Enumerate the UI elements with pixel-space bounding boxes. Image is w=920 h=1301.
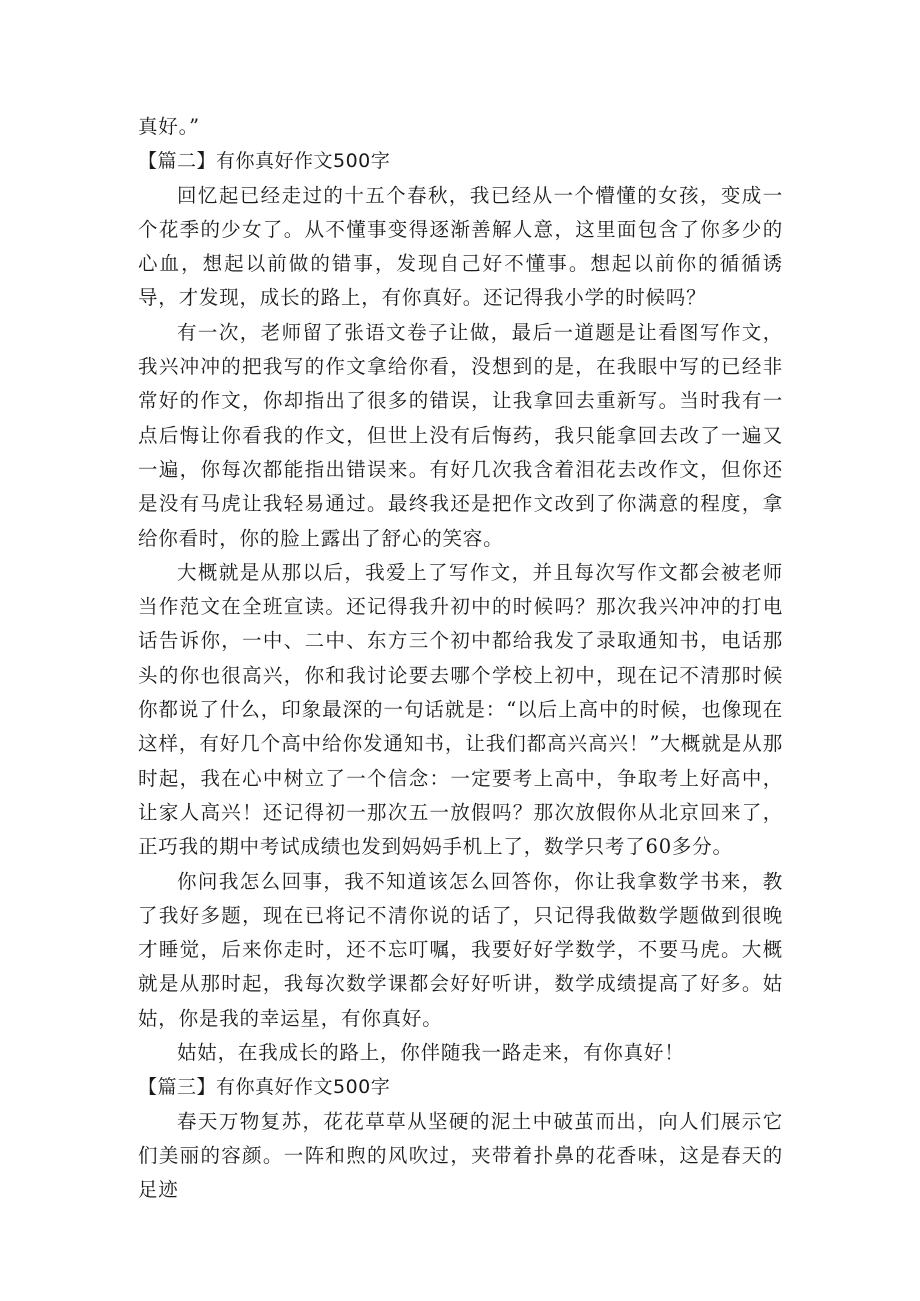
section-3-heading: 【篇三】有你真好作文500字	[138, 1076, 391, 1099]
section-2-paragraph-3: 大概就是从那以后，我爱上了写作文，并且每次写作文都会被老师当作范文在全班宣读。还记得我升初中的时候吗？那次我兴冲冲的打电话告诉你，一中、二中、东方三个初中都给我发了录取通知书，电话那头的你也很高兴，你和我讨论要去哪个学校上初中，现在记不清那时候你都说了什么，印象最深的一句话就是：“以后上高中的时候，也像现在这样，有好几个高中给你发通知书，让我们都高兴高兴！”大概就是从那时起，我在心中树立了一个信念：一定要考上高中，争取考上好高中，让家人高兴！还记得初一那次五一放假吗？那次放假你从北京回来了，正巧我的期中考试成绩也发到妈妈手机上了，数学只考了60多分。	[138, 560, 783, 859]
section-2-paragraph-5: 姑姑，在我成长的路上，你伴随我一路走来，有你真好！	[177, 1041, 685, 1065]
opening-fragment: 真好。”	[138, 115, 200, 138]
section-2-paragraph-2: 有一次，老师留了张语文卷子让做，最后一道题是让看图写作文，我兴冲冲的把我写的作文拿给你看，没想到的是，在我眼中写的已经非常好的作文，你却指出了很多的错误，让我拿回去重新写。当时我有一点后悔让你看我的作文，但世上没有后悔药，我只能拿回去改了一遍又一遍，你每次都能指出错误来。有好几次我含着泪花去改作文，但你还是没有马虎让我轻易通过。最终我还是把作文改到了你满意的程度，拿给你看时，你的脸上露出了舒心的笑容。	[138, 320, 783, 550]
section-3-paragraph-1: 春天万物复苏，花花草草从坚硬的泥土中破茧而出，向人们展示它们美丽的容颜。一阵和煦的风吹过，夹带着扑鼻的花香味，这是春天的足迹	[138, 1109, 783, 1202]
section-2-paragraph-1: 回忆起已经走过的十五个春秋，我已经从一个懵懂的女孩，变成一个花季的少女了。从不懂事变得逐渐善解人意，这里面包含了你多少的心血，想起以前做的错事，发现自己好不懂事。想起以前你的循循诱导，才发现，成长的路上，有你真好。还记得我小学的时候吗？	[138, 183, 783, 310]
document-body	[138, 110, 783, 1208]
section-2-heading: 【篇二】有你真好作文500字	[138, 150, 391, 173]
section-2-paragraph-4: 你问我怎么回事，我不知道该怎么回答你，你让我拿数学书来，教了我好多题，现在已将记不清你说的话了，只记得我做数学题做到很晚才睡觉，后来你走时，还不忘叮嘱，我要好好学数学，不要马虎。大概就是从那时起，我每次数学课都会好好听讲，数学成绩提高了好多。姑姑，你是我的幸运星，有你真好。	[138, 869, 783, 1030]
